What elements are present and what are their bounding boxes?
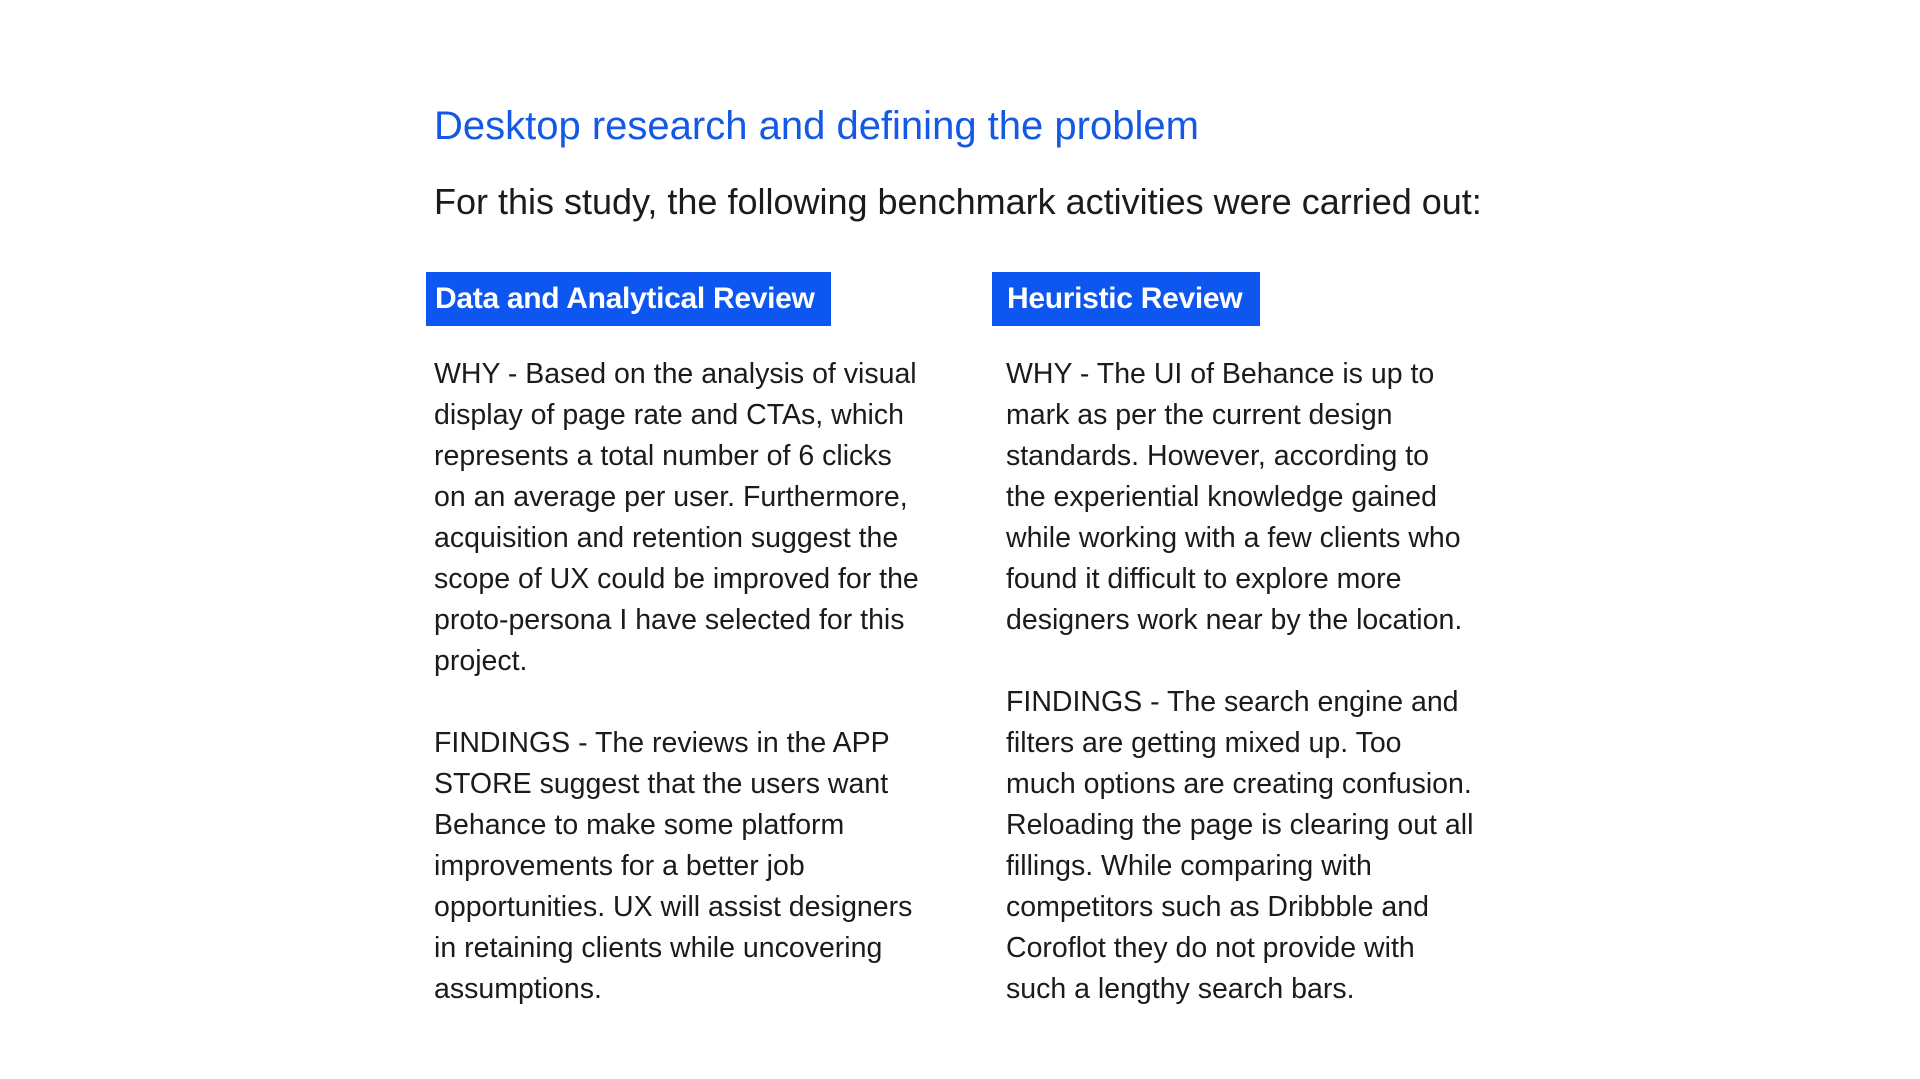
data-analytical-review-column — [426, 272, 986, 1010]
heuristic-review-column — [992, 272, 1552, 1010]
data-analytical-review-heading: Data and Analytical Review — [426, 272, 831, 326]
data-analytical-review-why: WHY - Based on the analysis of visual display of page rate and CTAs, which represents a total number of 6 clicks on an average per user. Furthermore, acquisition and retention suggest the scope of UX could be improved for the proto-persona I have selected for this project. — [434, 358, 919, 677]
heuristic-review-heading: Heuristic Review — [992, 272, 1260, 326]
heuristic-review-findings: FINDINGS - The search engine and filters are getting mixed up. Too much options are creating confusion. Reloading the page is clearing out all fillings. While comparing with competitors such as Dribbble and Coroflot they do not provide with such a lengthy search bars. — [1006, 686, 1474, 1005]
data-analytical-review-body — [426, 354, 986, 1010]
intro-text: For this study, the following benchmark activities were carried out: — [434, 181, 1482, 222]
heuristic-review-body — [992, 354, 1552, 1010]
heuristic-review-why: WHY - The UI of Behance is up to mark as per the current design standards. However, according to the experiential knowledge gained while working with a few clients who found it difficult to explore more designers work near by the location. — [1006, 358, 1463, 636]
page-title: Desktop research and defining the problem — [434, 104, 1199, 148]
data-analytical-review-findings: FINDINGS - The reviews in the APP STORE suggest that the users want Behance to make some platform improvements for a better job opportunities. UX will assist designers in retaining clients while uncovering assumptions. — [434, 727, 913, 1005]
